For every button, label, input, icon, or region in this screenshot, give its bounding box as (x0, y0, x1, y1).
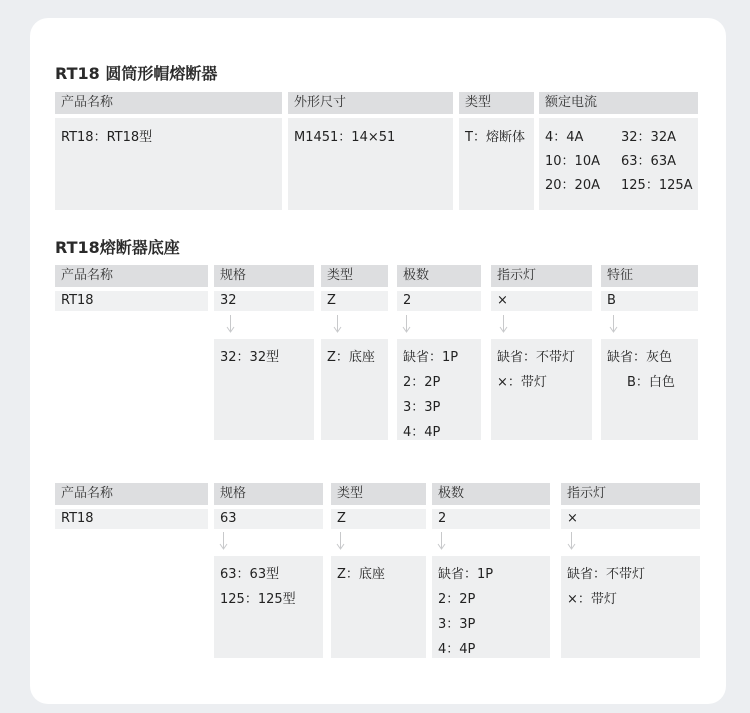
s1-current-item: 10：10A (545, 154, 600, 169)
s3-spec-option: 125：125型 (220, 592, 296, 607)
s3-type-option: Z：底座 (337, 567, 385, 582)
s1-current-cell (539, 118, 698, 210)
s1-size-value: M1451：14×51 (294, 130, 396, 145)
s2-value-feature: B (601, 291, 698, 311)
s1-header-product: 产品名称 (55, 92, 282, 114)
s3-header-lamp: 指示灯 (561, 483, 700, 505)
s2-header-feature: 特征 (601, 265, 698, 287)
s3-header-spec: 规格 (214, 483, 323, 505)
s2-poles-option: 4：4P (403, 425, 441, 440)
s2-lamp-option: 缺省：不带灯 (497, 350, 576, 365)
s3-lamp-option: 缺省：不带灯 (567, 567, 646, 582)
down-arrow-icon (499, 315, 508, 335)
s3-poles-option: 缺省：1P (438, 567, 494, 582)
s1-current-item: 125：125A (621, 178, 693, 193)
s3-header-product: 产品名称 (55, 483, 208, 505)
s1-header-current: 额定电流 (539, 92, 698, 114)
s3-value-lamp: × (561, 509, 700, 529)
s3-value-spec: 63 (214, 509, 323, 529)
s2-poles-option: 3：3P (403, 400, 441, 415)
s1-type-value: T：熔断体 (465, 130, 525, 145)
down-arrow-icon (609, 315, 618, 335)
s2-header-spec: 规格 (214, 265, 314, 287)
s3-poles-option: 3：3P (438, 617, 476, 632)
s2-spec-option: 32：32型 (220, 350, 280, 365)
down-arrow-icon (226, 315, 235, 335)
s2-value-type: Z (321, 291, 388, 311)
s2-type-option: Z：底座 (327, 350, 375, 365)
s2-poles-option: 缺省：1P (403, 350, 459, 365)
s3-header-type: 类型 (331, 483, 426, 505)
section2-title: RT18熔断器底座 (55, 238, 180, 257)
s1-product-cell (55, 118, 282, 210)
s2-feature-option: 缺省：灰色 (607, 350, 673, 365)
s1-product-value: RT18：RT18型 (61, 130, 153, 145)
s1-current-item: 32：32A (621, 130, 676, 145)
s1-size-cell (288, 118, 453, 210)
s2-feature-option: B：白色 (627, 375, 675, 390)
s2-type-options (321, 339, 388, 440)
s2-lamp-option: ×：带灯 (497, 375, 547, 390)
s2-header-lamp: 指示灯 (491, 265, 592, 287)
s2-value-lamp: × (491, 291, 592, 311)
s3-value-product: RT18 (55, 509, 208, 529)
s2-poles-option: 2：2P (403, 375, 441, 390)
section1-title: RT18 圆筒形帽熔断器 (55, 64, 218, 83)
s1-header-type: 类型 (459, 92, 534, 114)
s3-spec-option: 63：63型 (220, 567, 280, 582)
s3-value-poles: 2 (432, 509, 550, 529)
s2-spec-options (214, 339, 314, 440)
s3-header-poles: 极数 (432, 483, 550, 505)
s2-value-product: RT18 (55, 291, 208, 311)
s2-poles-options (397, 339, 481, 440)
s2-lamp-options (491, 339, 592, 440)
s2-header-poles: 极数 (397, 265, 481, 287)
s3-lamp-options (561, 556, 700, 658)
s3-spec-options (214, 556, 323, 658)
s1-type-cell (459, 118, 534, 210)
s2-value-spec: 32 (214, 291, 314, 311)
s3-lamp-option: ×：带灯 (567, 592, 617, 607)
s3-value-type: Z (331, 509, 426, 529)
s2-feature-options (601, 339, 698, 440)
s2-value-poles: 2 (397, 291, 481, 311)
down-arrow-icon (336, 532, 345, 552)
down-arrow-icon (219, 532, 228, 552)
s3-type-options (331, 556, 426, 658)
s3-poles-options (432, 556, 550, 658)
s1-current-item: 4：4A (545, 130, 584, 145)
s3-poles-option: 4：4P (438, 642, 476, 657)
s2-header-product: 产品名称 (55, 265, 208, 287)
s1-header-size: 外形尺寸 (288, 92, 453, 114)
down-arrow-icon (402, 315, 411, 335)
s1-current-item: 63：63A (621, 154, 676, 169)
s1-current-item: 20：20A (545, 178, 600, 193)
down-arrow-icon (437, 532, 446, 552)
s3-poles-option: 2：2P (438, 592, 476, 607)
s2-header-type: 类型 (321, 265, 388, 287)
down-arrow-icon (333, 315, 342, 335)
down-arrow-icon (567, 532, 576, 552)
